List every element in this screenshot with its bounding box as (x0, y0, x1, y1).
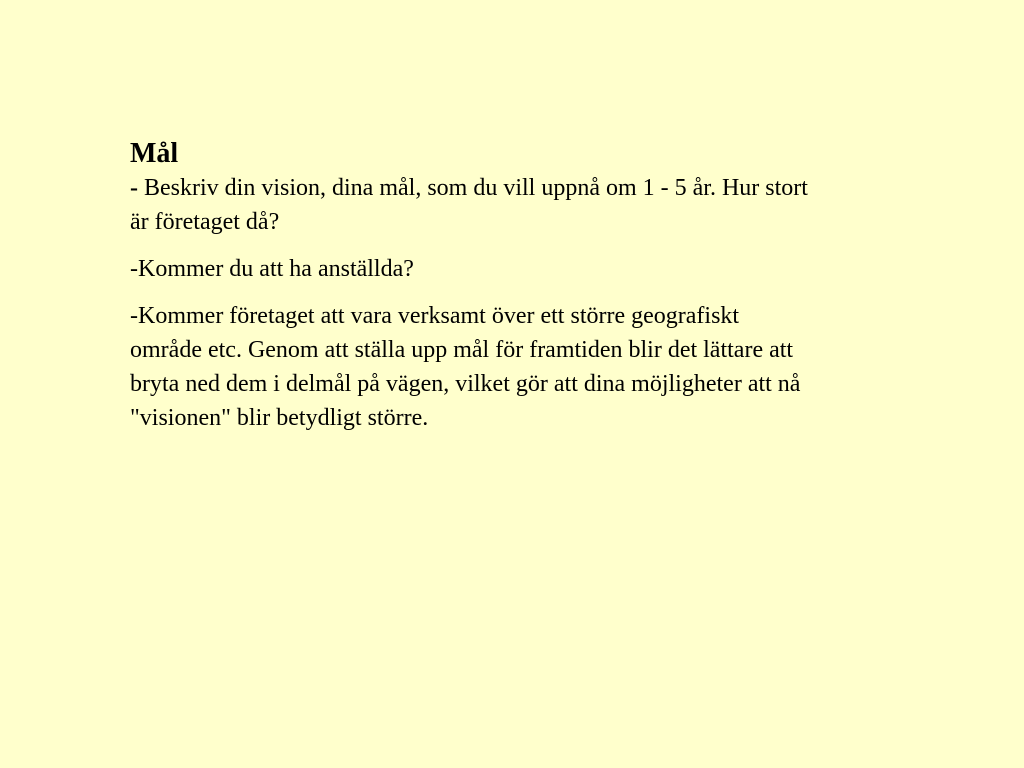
paragraph-text: -Kommer du att ha anställda? (130, 256, 414, 282)
slide-content (130, 138, 810, 448)
paragraph-text: Beskriv din vision, dina mål, som du vill uppnå om 1 - 5 år. Hur stort är företaget då? (130, 175, 808, 235)
bullet-dash: - (130, 175, 138, 201)
paragraph-text: -Kommer företaget att vara verksamt över ett större geografiskt område etc. Genom att ställa upp mål för framtiden blir det lättare att bryta ned dem i delmål på vägen, vilket gör att dina möjligheter att nå "visionen" blir betydligt större. (130, 303, 801, 431)
paragraph-employees (130, 252, 810, 286)
paragraph-vision (130, 171, 810, 239)
slide-title: Mål (130, 138, 179, 169)
paragraph-geography (130, 299, 810, 435)
